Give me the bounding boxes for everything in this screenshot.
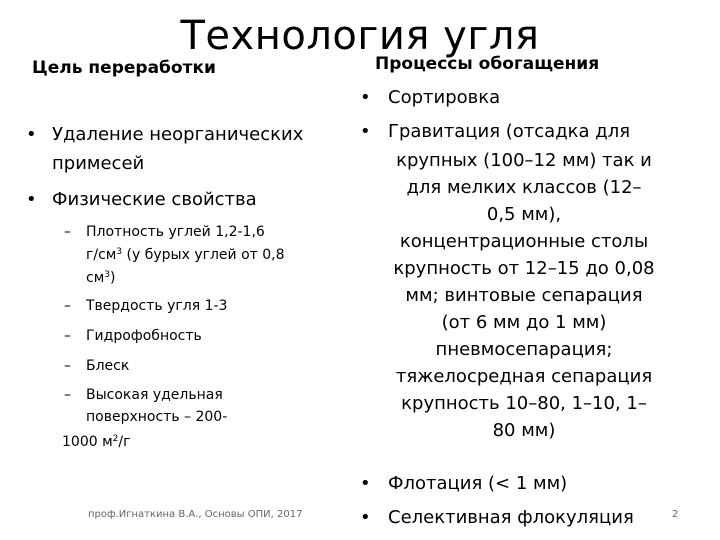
bullet-marker: • <box>26 124 37 145</box>
bullet-marker: • <box>26 189 37 210</box>
gravity-text-line: крупных (100–12 мм) так и <box>396 150 652 171</box>
slide-title: Технология угля <box>180 13 540 59</box>
gravity-text-line: пневмосепарация; <box>435 339 613 360</box>
bullet-marker: • <box>360 87 371 108</box>
sub-item-density-line2: $г/см^3$ (у бурых углей от 0,8 <box>86 247 285 263</box>
right-bullet-flotation: • Флотация (< 1 мм) <box>360 473 568 494</box>
right-bullet-sorting: • Сортировка <box>360 87 501 108</box>
right-bullet-gravity: • Гравитация (отсадка для <box>360 121 631 142</box>
left-bullet-item <box>26 123 303 147</box>
bullet-marker: • <box>360 473 371 494</box>
gravity-text-line: 0,5 мм), <box>486 204 562 225</box>
gravity-text-line: (от 6 мм до 1 мм) <box>441 312 607 333</box>
slide-footer: проф.Игнаткина В.А., Основы ОПИ, 2017 <box>88 509 303 520</box>
bullet-marker: • <box>360 121 371 142</box>
sub-item-density: – Плотность углей 1,2-1,6 <box>64 224 265 240</box>
sub-item-luster: – Блеск <box>64 358 130 374</box>
sub-item-surface: – Высокая удельная <box>64 387 223 403</box>
gravity-text-line: тяжелосредная сепарация <box>395 366 653 387</box>
dash-marker: – <box>64 328 71 344</box>
sub-item-hydrophobic: – Гидрофобность <box>64 328 202 344</box>
sub-item-density-line3: $см^3$) <box>86 270 116 286</box>
page-number: 2 <box>672 509 679 520</box>
gravity-text-line: крупность 10–80, 1–10, 1– <box>401 393 647 414</box>
dash-marker: – <box>64 387 71 403</box>
gravity-text-line: для мелких классов (12– <box>406 177 642 198</box>
bullet-marker: • <box>360 507 371 528</box>
dash-marker: – <box>64 298 71 314</box>
bullet-text-continuation: примесей <box>52 153 145 174</box>
dash-marker: – <box>64 224 71 240</box>
sub-item-surface-line2: поверхность – 200- <box>86 409 228 425</box>
left-column-heading: Цель переработки <box>32 58 216 78</box>
gravity-text-line: мм; винтовые сепарация <box>405 285 643 306</box>
sub-item-surface-line3: 1000 $м^2/г$ <box>62 434 131 450</box>
gravity-text-line: крупность от 12–15 до 0,08 <box>393 258 655 279</box>
right-column-heading: Процессы обогащения <box>375 54 600 74</box>
right-bullet-flocculation: • Селективная флокуляция <box>360 507 634 528</box>
gravity-text-line: 80 мм) <box>492 420 556 441</box>
bullet-text: Физические свойства <box>52 189 257 210</box>
dash-marker: – <box>64 358 71 374</box>
gravity-text-line: концентрационные столы <box>399 231 649 252</box>
bullet-text: Удаление неорганических <box>52 124 304 145</box>
left-bullet-item <box>26 188 257 212</box>
sub-item-hardness: – Твердость угля 1-3 <box>64 298 228 314</box>
